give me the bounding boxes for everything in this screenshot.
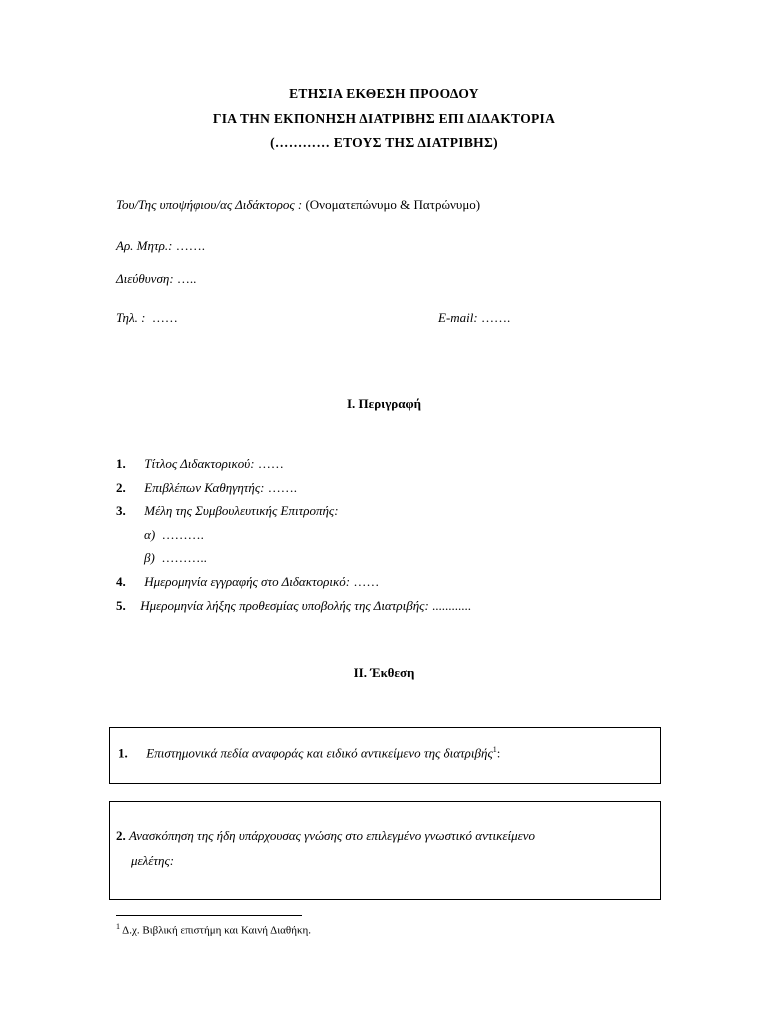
box-2-text-line — [116, 828, 535, 844]
document-title: ΕΤΗΣΙΑ ΕΚΘΕΣΗ ΠΡΟΟΔΟΥ — [289, 86, 479, 101]
candidate-line — [116, 197, 480, 213]
box-1-text: Επιστημονικά πεδία αναφοράς και ειδικό αντικείμενο της διατριβής — [146, 745, 493, 761]
item-label: Μέλη της Συμβουλευτικής Επιτροπής: — [144, 503, 339, 518]
section-2-title: II. Έκθεση — [353, 665, 415, 680]
registration-label: Αρ. Μητρ.: — [116, 238, 173, 253]
footnote-number: 1 — [116, 922, 120, 931]
sub-item-value: ………. — [161, 527, 204, 542]
section-1-title: I. Περιγραφή — [346, 396, 421, 411]
footnote-ref: 1 — [492, 745, 497, 754]
box-1-suffix: : — [496, 745, 501, 761]
document-year-line: (………… ΕΤΟΥΣ ΤΗΣ ΔΙΑΤΡΙΒΗΣ) — [270, 135, 498, 150]
item-number: 4. — [116, 574, 126, 589]
candidate-value: (Ονοματεπώνυμο & Πατρώνυμο) — [305, 197, 481, 212]
email-line — [438, 310, 510, 326]
box-number: 1. — [118, 745, 128, 761]
box-number: 2. — [116, 828, 126, 843]
registration-line — [116, 238, 205, 254]
item-number: 3. — [116, 503, 126, 518]
footnote-divider — [116, 915, 302, 916]
email-value: ……. — [480, 310, 511, 325]
sub-item-value: ……….. — [161, 550, 207, 565]
item-value: …… — [353, 574, 380, 589]
report-box-2 — [109, 801, 661, 900]
item-number: 1. — [116, 456, 126, 471]
item-label: Ημερομηνία λήξης προθεσμίας υποβολής της Διατριβής: — [140, 598, 429, 613]
candidate-label: Του/Της υποψήφιου/ας Διδάκτορος : — [116, 197, 303, 212]
sub-item-label: β) — [144, 550, 155, 565]
phone-label: Τηλ. : — [116, 310, 146, 325]
list-item — [116, 480, 297, 496]
phone-value: …… — [151, 310, 178, 325]
item-label: Επιβλέπων Καθηγητής: — [144, 480, 265, 495]
item-label: Ημερομηνία εγγραφής στο Διδακτορικό: — [144, 574, 351, 589]
item-value: ……. — [267, 480, 297, 495]
item-number: 2. — [116, 480, 126, 495]
list-item — [116, 456, 284, 472]
address-line — [116, 271, 196, 287]
box-1-text-line — [118, 745, 500, 761]
list-item — [116, 503, 339, 519]
list-item — [116, 574, 379, 590]
item-value: …… — [257, 456, 284, 471]
footnote — [116, 922, 311, 937]
email-label: E-mail: — [438, 310, 478, 325]
sub-list-item — [144, 550, 207, 566]
report-box-1 — [109, 727, 661, 784]
footnote-text: Δ.χ. Βιβλική επιστήμη και Καινή Διαθήκη. — [122, 924, 312, 937]
list-item — [116, 598, 471, 614]
sub-list-item — [144, 527, 204, 543]
item-number: 5. — [116, 598, 126, 613]
address-label: Διεύθυνση: — [116, 271, 174, 286]
registration-value: ……. — [175, 238, 205, 253]
address-value: ….. — [176, 271, 197, 286]
box-2-text-line2: μελέτης: — [131, 853, 175, 868]
sub-item-label: α) — [144, 527, 156, 542]
phone-line — [116, 310, 178, 326]
item-label: Τίτλος Διδακτορικού: — [144, 456, 255, 471]
document-subtitle: ΓΙΑ ΤΗΝ ΕΚΠΟΝΗΣΗ ΔΙΑΤΡΙΒΗΣ ΕΠΙ ΔΙΔΑΚΤΟΡΙΑ — [212, 111, 556, 126]
item-value: ............ — [432, 598, 472, 613]
box-2-text-line1: Ανασκόπηση της ήδη υπάρχουσας γνώσης στο επιλεγμένο γνωστικό αντικείμενο — [129, 828, 536, 843]
